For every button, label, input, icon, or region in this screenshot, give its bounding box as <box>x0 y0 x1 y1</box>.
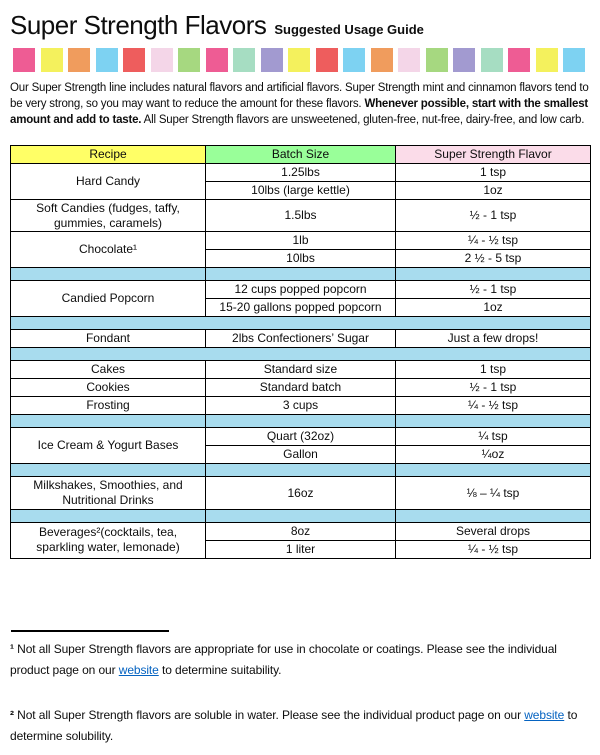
flavor-cell: ⅛ – ¼ tsp <box>396 477 591 509</box>
color-square <box>151 48 173 72</box>
footnote-1-marker: ¹ <box>10 641 14 656</box>
intro-text-1: Our Super Strength line includes natural flavors and artificial flavors. Super Strength mint and cinnamon flavors tend to be very strong, so you may want to reduce the amount for these flavors. <box>10 82 589 110</box>
flavor-cell: ¼ - ½ tsp <box>396 540 591 558</box>
color-square <box>41 48 63 72</box>
color-square <box>563 48 585 72</box>
batch-cell: 10lbs (large kettle) <box>206 182 396 200</box>
color-square <box>398 48 420 72</box>
separator-cell <box>206 415 396 428</box>
recipe-cell: Hard Candy <box>11 164 206 200</box>
color-square <box>536 48 558 72</box>
batch-cell: Gallon <box>206 446 396 464</box>
separator-row <box>11 268 591 281</box>
color-square <box>261 48 283 72</box>
separator-cell <box>11 348 591 361</box>
flavor-cell: 2 ½ - 5 tsp <box>396 250 591 268</box>
separator-row <box>11 509 591 522</box>
table-row <box>11 330 591 348</box>
batch-cell: Standard batch <box>206 379 396 397</box>
recipe-cell: Cookies <box>11 379 206 397</box>
color-square <box>233 48 255 72</box>
color-square <box>206 48 228 72</box>
color-strip <box>13 48 585 72</box>
separator-row <box>11 464 591 477</box>
website-link-1[interactable]: website <box>118 662 159 677</box>
separator-cell <box>396 464 591 477</box>
recipe-cell: Fondant <box>11 330 206 348</box>
color-square <box>316 48 338 72</box>
flavor-cell: 1oz <box>396 182 591 200</box>
color-square <box>371 48 393 72</box>
flavor-cell: ¼ - ½ tsp <box>396 232 591 250</box>
separator-row <box>11 415 591 428</box>
color-square <box>343 48 365 72</box>
separator-cell <box>396 509 591 522</box>
recipe-cell: Soft Candies (fudges, taffy, gummies, caramels) <box>11 200 206 232</box>
column-header-batch-size: Batch Size <box>206 146 396 164</box>
footnote-2-text-after: to determine solubility. <box>10 707 578 743</box>
color-square <box>178 48 200 72</box>
color-square <box>123 48 145 72</box>
usage-table <box>10 145 591 559</box>
intro-text-2: All Super Strength flavors are unsweetened, gluten-free, nut-free, dairy-free, and low carb. <box>141 114 585 126</box>
footnotes-section <box>10 630 590 747</box>
color-square <box>288 48 310 72</box>
flavor-cell: 1 tsp <box>396 164 591 182</box>
batch-cell: Standard size <box>206 361 396 379</box>
flavor-cell: 1 tsp <box>396 361 591 379</box>
table-row <box>11 428 591 446</box>
color-square <box>68 48 90 72</box>
color-square <box>481 48 503 72</box>
recipe-cell: Candied Popcorn <box>11 281 206 317</box>
color-square <box>508 48 530 72</box>
footnote-2 <box>10 705 588 747</box>
color-square <box>13 48 35 72</box>
footnote-1-text-after: to determine suitability. <box>158 662 282 677</box>
column-header-flavor: Super Strength Flavor <box>396 146 591 164</box>
color-square <box>453 48 475 72</box>
batch-cell: 2lbs Confectioners’ Sugar <box>206 330 396 348</box>
separator-cell <box>11 464 206 477</box>
recipe-cell: Chocolate¹ <box>11 232 206 268</box>
page-title: Super Strength Flavors <box>10 10 267 40</box>
flavor-cell: ¼ - ½ tsp <box>396 397 591 415</box>
flavor-cell: ¼oz <box>396 446 591 464</box>
color-square <box>426 48 448 72</box>
recipe-cell: Milkshakes, Smoothies, and Nutritional Drinks <box>11 477 206 509</box>
recipe-cell: Frosting <box>11 397 206 415</box>
flavor-cell: Several drops <box>396 522 591 540</box>
table-header-row <box>11 146 591 164</box>
batch-cell: 1lb <box>206 232 396 250</box>
table-row <box>11 164 591 182</box>
separator-row <box>11 317 591 330</box>
batch-cell: 16oz <box>206 477 396 509</box>
footnote-2-text: Not all Super Strength flavors are soluble in water. Please see the individual product page on our <box>13 707 525 722</box>
table-row <box>11 379 591 397</box>
separator-cell <box>11 268 206 281</box>
table-row <box>11 281 591 299</box>
batch-cell: Quart (32oz) <box>206 428 396 446</box>
table-row <box>11 232 591 250</box>
batch-cell: 1 liter <box>206 540 396 558</box>
batch-cell: 15-20 gallons popped popcorn <box>206 299 396 317</box>
title-block <box>10 10 590 41</box>
table-row <box>11 200 591 232</box>
website-link-2[interactable]: website <box>524 707 565 722</box>
column-header-recipe: Recipe <box>11 146 206 164</box>
flavor-cell: ½ - 1 tsp <box>396 379 591 397</box>
separator-cell <box>206 509 396 522</box>
table-row <box>11 361 591 379</box>
footnote-divider <box>11 630 169 632</box>
separator-cell <box>396 415 591 428</box>
flavor-cell: ½ - 1 tsp <box>396 281 591 299</box>
separator-cell <box>396 268 591 281</box>
intro-text-bold: Whenever possible, start with the smallest amount and add to taste. <box>10 98 589 126</box>
table-row <box>11 397 591 415</box>
batch-cell: 1.5lbs <box>206 200 396 232</box>
intro-paragraph <box>10 80 595 128</box>
separator-cell <box>11 509 206 522</box>
footnote-2-marker: ² <box>10 707 14 722</box>
separator-row <box>11 348 591 361</box>
footnote-1 <box>10 639 588 681</box>
flavor-cell: Just a few drops! <box>396 330 591 348</box>
recipe-cell: Ice Cream & Yogurt Bases <box>11 428 206 464</box>
recipe-cell: Cakes <box>11 361 206 379</box>
separator-cell <box>206 268 396 281</box>
flavor-cell: ¼ tsp <box>396 428 591 446</box>
batch-cell: 3 cups <box>206 397 396 415</box>
separator-cell <box>11 317 591 330</box>
separator-cell <box>206 464 396 477</box>
batch-cell: 10lbs <box>206 250 396 268</box>
batch-cell: 12 cups popped popcorn <box>206 281 396 299</box>
footnote-1-text: Not all Super Strength flavors are appropriate for use in chocolate or coatings. Please see the individual product page on our <box>10 641 557 677</box>
color-square <box>96 48 118 72</box>
table-row <box>11 477 591 509</box>
page-subtitle: Suggested Usage Guide <box>274 22 424 37</box>
separator-cell <box>11 415 206 428</box>
batch-cell: 1.25lbs <box>206 164 396 182</box>
table-row <box>11 522 591 540</box>
flavor-cell: ½ - 1 tsp <box>396 200 591 232</box>
recipe-cell: Beverages²(cocktails, tea, sparkling water, lemonade) <box>11 522 206 558</box>
batch-cell: 8oz <box>206 522 396 540</box>
flavor-cell: 1oz <box>396 299 591 317</box>
